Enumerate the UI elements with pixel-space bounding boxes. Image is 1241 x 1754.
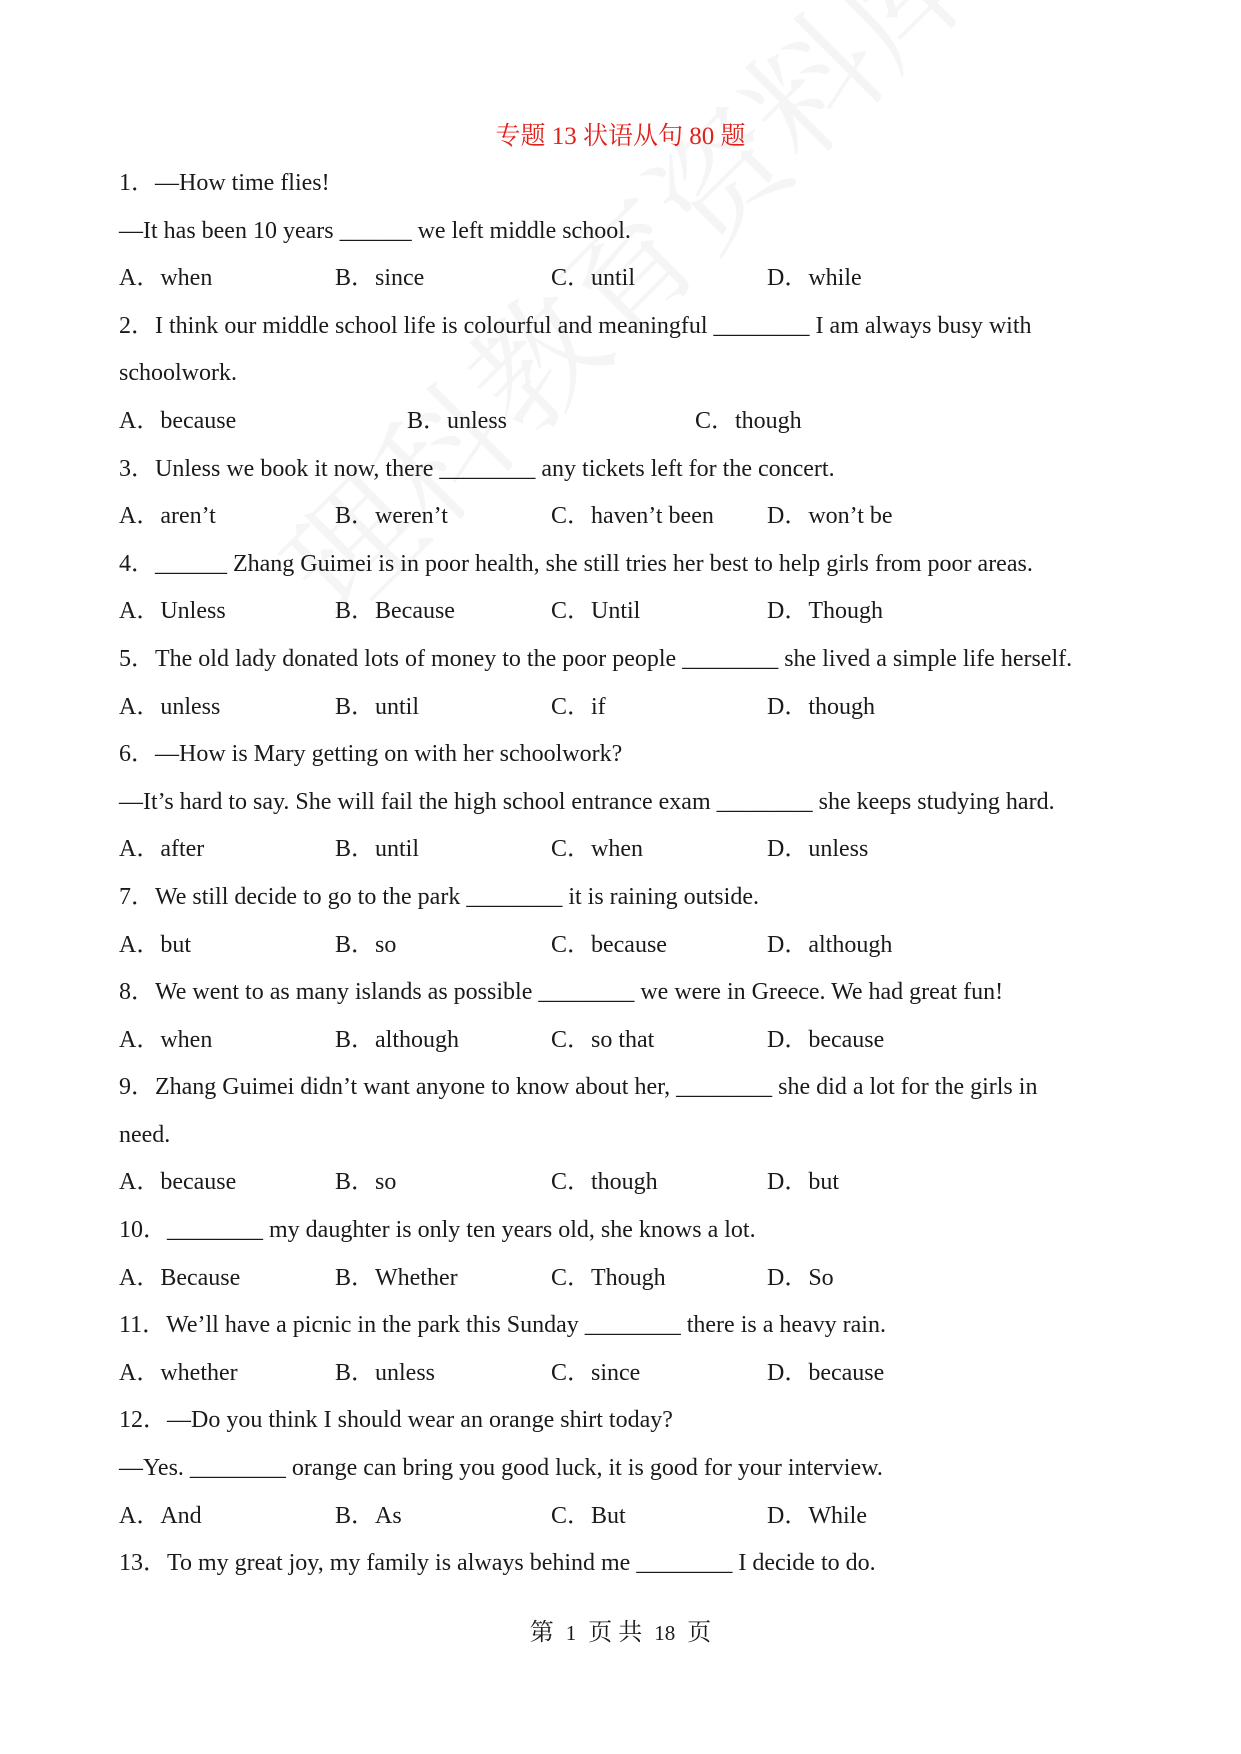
answer-option: B．Whether [335, 1264, 458, 1291]
answer-options [119, 922, 1129, 970]
question-line: —It has been 10 years ______ we left middle school. [119, 217, 631, 244]
question-line: 4．______ Zhang Guimei is in poor health, she still tries her best to help girls from poor areas. [119, 550, 1033, 577]
footer-post: 页 [687, 1620, 712, 1646]
answer-option: D．although [767, 931, 893, 958]
answer-option: C．so that [551, 1026, 655, 1053]
answer-option: A．but [119, 931, 191, 958]
answer-option: A．when [119, 265, 213, 292]
question-line: 9．Zhang Guimei didn’t want anyone to know about her, ________ she did a lot for the girls in [119, 1074, 1038, 1101]
answer-option: C．Though [551, 1264, 666, 1291]
answer-option: C．when [551, 836, 643, 863]
answer-option: A．whether [119, 1359, 238, 1386]
question-line: schoolwork. [119, 360, 237, 387]
answer-option: B．As [335, 1502, 402, 1529]
answer-option: B．although [335, 1026, 459, 1053]
answer-options [119, 684, 1129, 732]
answer-option: D．because [767, 1026, 885, 1053]
answer-option: B．until [335, 693, 420, 720]
answer-options [119, 1493, 1129, 1541]
question-line: 8．We went to as many islands as possible ________ we were in Greece. We had great fun! [119, 979, 1004, 1006]
answer-option: C．haven’t been [551, 503, 714, 530]
question-line: 10．________ my daughter is only ten years old, she knows a lot. [119, 1217, 756, 1244]
answer-option: B．weren’t [335, 503, 448, 530]
page-title: 专题 13 状语从句 80 题 [495, 123, 746, 150]
answer-option: C．But [551, 1502, 626, 1529]
answer-options [119, 1350, 1129, 1398]
answer-option: B．until [335, 836, 420, 863]
answer-option: D．unless [767, 836, 869, 863]
question-line: 5．The old lady donated lots of money to the poor people ________ she lived a simple life herself. [119, 645, 1073, 672]
question-line: need. [119, 1121, 171, 1148]
answer-option: B．Because [335, 598, 455, 625]
footer-page-number: 1 [565, 1621, 577, 1645]
answer-option: A．Unless [119, 598, 226, 625]
answer-option: C．though [551, 1169, 658, 1196]
question-line: 11．We’ll have a picnic in the park this Sunday ________ there is a heavy rain. [119, 1312, 886, 1339]
question-line: 6．—How is Mary getting on with her schoolwork? [119, 741, 623, 768]
footer-mid: 页 共 [588, 1620, 643, 1646]
answer-options [119, 398, 1129, 446]
answer-options [119, 255, 1129, 303]
answer-option: D．Though [767, 598, 883, 625]
answer-option: B．so [335, 931, 397, 958]
answer-option: C．because [551, 931, 667, 958]
answer-option: D．but [767, 1169, 839, 1196]
footer-pre: 第 [529, 1620, 554, 1646]
answer-options [119, 493, 1129, 541]
answer-options [119, 1255, 1129, 1303]
answer-option: A．when [119, 1026, 213, 1053]
answer-option: B．unless [407, 407, 508, 434]
answer-option: B．unless [335, 1359, 436, 1386]
question-line: —It’s hard to say. She will fail the high school entrance exam ________ she keeps studying hard. [119, 788, 1055, 815]
question-line: —Yes. ________ orange can bring you good luck, it is good for your interview. [119, 1455, 883, 1482]
page-footer [0, 1612, 1241, 1647]
answer-option: A．And [119, 1502, 202, 1529]
question-line: 13．To my great joy, my family is always behind me ________ I decide to do. [119, 1550, 876, 1577]
answer-option: D．While [767, 1502, 867, 1529]
answer-option: A．because [119, 1169, 237, 1196]
answer-option: D．though [767, 693, 875, 720]
answer-option: C．since [551, 1359, 641, 1386]
answer-option: C．though [695, 407, 802, 434]
answer-options [119, 826, 1129, 874]
answer-option: A．after [119, 836, 205, 863]
answer-option: B．since [335, 265, 425, 292]
question-line: 7．We still decide to go to the park ________ it is raining outside. [119, 883, 759, 910]
question-line: 2．I think our middle school life is colourful and meaningful ________ I am always busy with [119, 312, 1032, 339]
answer-option: B．so [335, 1169, 397, 1196]
answer-option: D．while [767, 265, 862, 292]
question-list [119, 160, 1129, 1588]
question-line: 3．Unless we book it now, there ________ any tickets left for the concert. [119, 455, 835, 482]
footer-total-pages: 18 [654, 1621, 676, 1645]
answer-options [119, 1017, 1129, 1065]
answer-option: C．if [551, 693, 606, 720]
answer-option: D．So [767, 1264, 834, 1291]
answer-option: A．unless [119, 693, 221, 720]
answer-option: D．because [767, 1359, 885, 1386]
answer-option: D．won’t be [767, 503, 893, 530]
answer-option: C．Until [551, 598, 641, 625]
answer-options [119, 1159, 1129, 1207]
answer-option: A．Because [119, 1264, 241, 1291]
answer-option: C．until [551, 265, 636, 292]
answer-option: A．because [119, 407, 237, 434]
question-line: 12．—Do you think I should wear an orange shirt today? [119, 1407, 673, 1434]
answer-option: A．aren’t [119, 503, 216, 530]
answer-options [119, 588, 1129, 636]
question-line: 1．—How time flies! [119, 170, 330, 196]
